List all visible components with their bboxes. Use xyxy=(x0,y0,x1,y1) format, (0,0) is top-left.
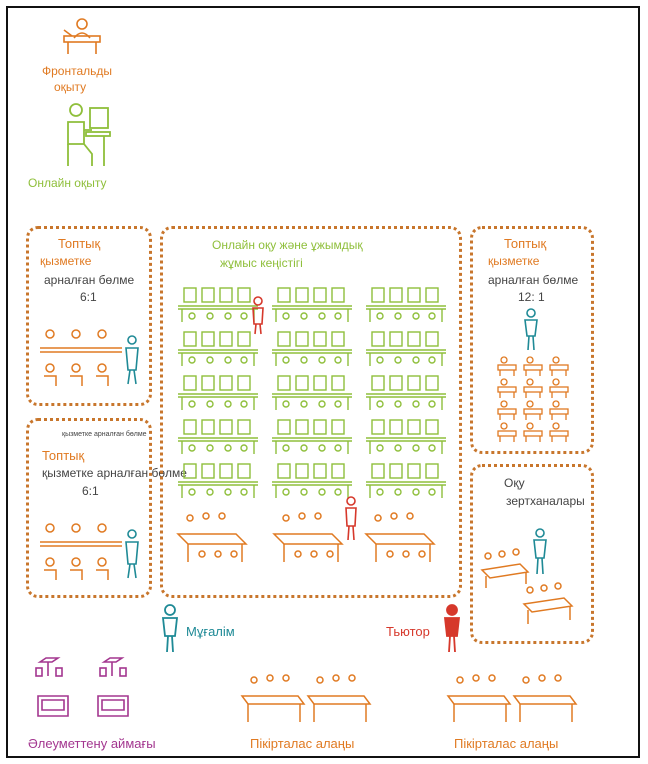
tutor-figure-icon xyxy=(251,296,265,336)
group-left-top-line2: қызметке xyxy=(40,254,92,268)
student-desk-icon xyxy=(550,379,568,398)
computer-desk-icon xyxy=(178,420,258,454)
center-title-1: Онлайн оқу және ұжымдық xyxy=(212,238,363,252)
tutor-label: Тьютор xyxy=(386,624,430,639)
social-zone-label: Әлеуметтену аймағы xyxy=(28,736,156,751)
computer-desk-icon xyxy=(272,332,352,366)
student-desk-icon xyxy=(498,357,516,376)
computer-desk-icon xyxy=(366,332,446,366)
student-desk-icon xyxy=(524,379,542,398)
labs-line1: Оқу xyxy=(504,476,525,490)
teacher-legend-icon xyxy=(160,604,180,654)
computer-desk-icon xyxy=(272,288,352,322)
group-right-top-line2: қызметке xyxy=(488,254,540,268)
computer-desk-icon xyxy=(366,464,446,498)
computer-desk-icon xyxy=(366,376,446,410)
classroom-desks-icon xyxy=(496,356,576,448)
group-table-icon xyxy=(36,520,146,582)
student-desk-icon xyxy=(524,357,542,376)
labs-line2: зертханалары xyxy=(506,494,585,508)
computer-desk-icon xyxy=(272,376,352,410)
group-right-top-ratio: 12: 1 xyxy=(518,290,545,304)
group-left-top-line3: арналған бөлме xyxy=(44,273,135,287)
group-right-top-line3: арналған бөлме xyxy=(488,273,579,287)
discussion-tables xyxy=(176,510,456,570)
computer-desk-grid xyxy=(170,286,460,516)
student-desk-icon xyxy=(498,423,516,442)
group-left-bottom-line1: Топтық xyxy=(42,448,85,463)
student-desk-icon xyxy=(524,423,542,442)
lab-table-icon xyxy=(478,548,578,628)
computer-desk-icon xyxy=(366,420,446,454)
group-right-top-line1: Топтық xyxy=(504,236,547,251)
computer-desk-icon xyxy=(178,332,258,366)
group-left-bottom-ratio: 6:1 xyxy=(82,484,99,498)
debate-tables-icon xyxy=(444,668,584,730)
online-label: Онлайн оқыту xyxy=(28,176,107,190)
computer-desk-icon xyxy=(272,464,352,498)
discussion-table-icon xyxy=(366,513,434,562)
group-left-top-ratio: 6:1 xyxy=(80,290,97,304)
computer-desk-icon xyxy=(178,464,258,498)
student-desk-icon xyxy=(524,401,542,420)
computer-desk-icon xyxy=(178,288,258,322)
group-table-icon xyxy=(36,326,146,388)
computer-desk-icon xyxy=(366,288,446,322)
teacher-label: Мұғалім xyxy=(186,624,235,639)
center-title-2: жұмыс кеңістігі xyxy=(220,256,303,270)
discussion-table-icon xyxy=(274,513,342,562)
group-left-top-line1: Топтық xyxy=(58,236,101,251)
debate-zone-label-2: Пікірталас алаңы xyxy=(454,736,559,751)
student-desk-icon xyxy=(550,423,568,442)
computer-desk-icon xyxy=(272,420,352,454)
student-desk-icon xyxy=(498,379,516,398)
debate-tables-icon xyxy=(238,668,378,730)
frontal-teaching-icon xyxy=(60,16,104,56)
online-learner-icon xyxy=(58,100,114,170)
student-desk-icon xyxy=(498,401,516,420)
debate-zone-label-1: Пікірталас алаңы xyxy=(250,736,355,751)
computer-desk-icon xyxy=(178,376,258,410)
student-desk-icon xyxy=(550,401,568,420)
frontal-label-2: оқыту xyxy=(54,80,87,94)
group-left-bottom-line2: қызметке арналған бөлме xyxy=(42,466,187,480)
student-desk-icon xyxy=(550,357,568,376)
teacher-figure-icon xyxy=(522,308,540,352)
discussion-table-icon xyxy=(178,513,246,562)
group-left-bottom-small: қызметке арналған бөлме xyxy=(62,431,147,438)
tutor-legend-icon xyxy=(442,604,462,654)
social-lounge-icon xyxy=(34,654,154,724)
frontal-label-1: Фронтальды xyxy=(42,64,113,78)
